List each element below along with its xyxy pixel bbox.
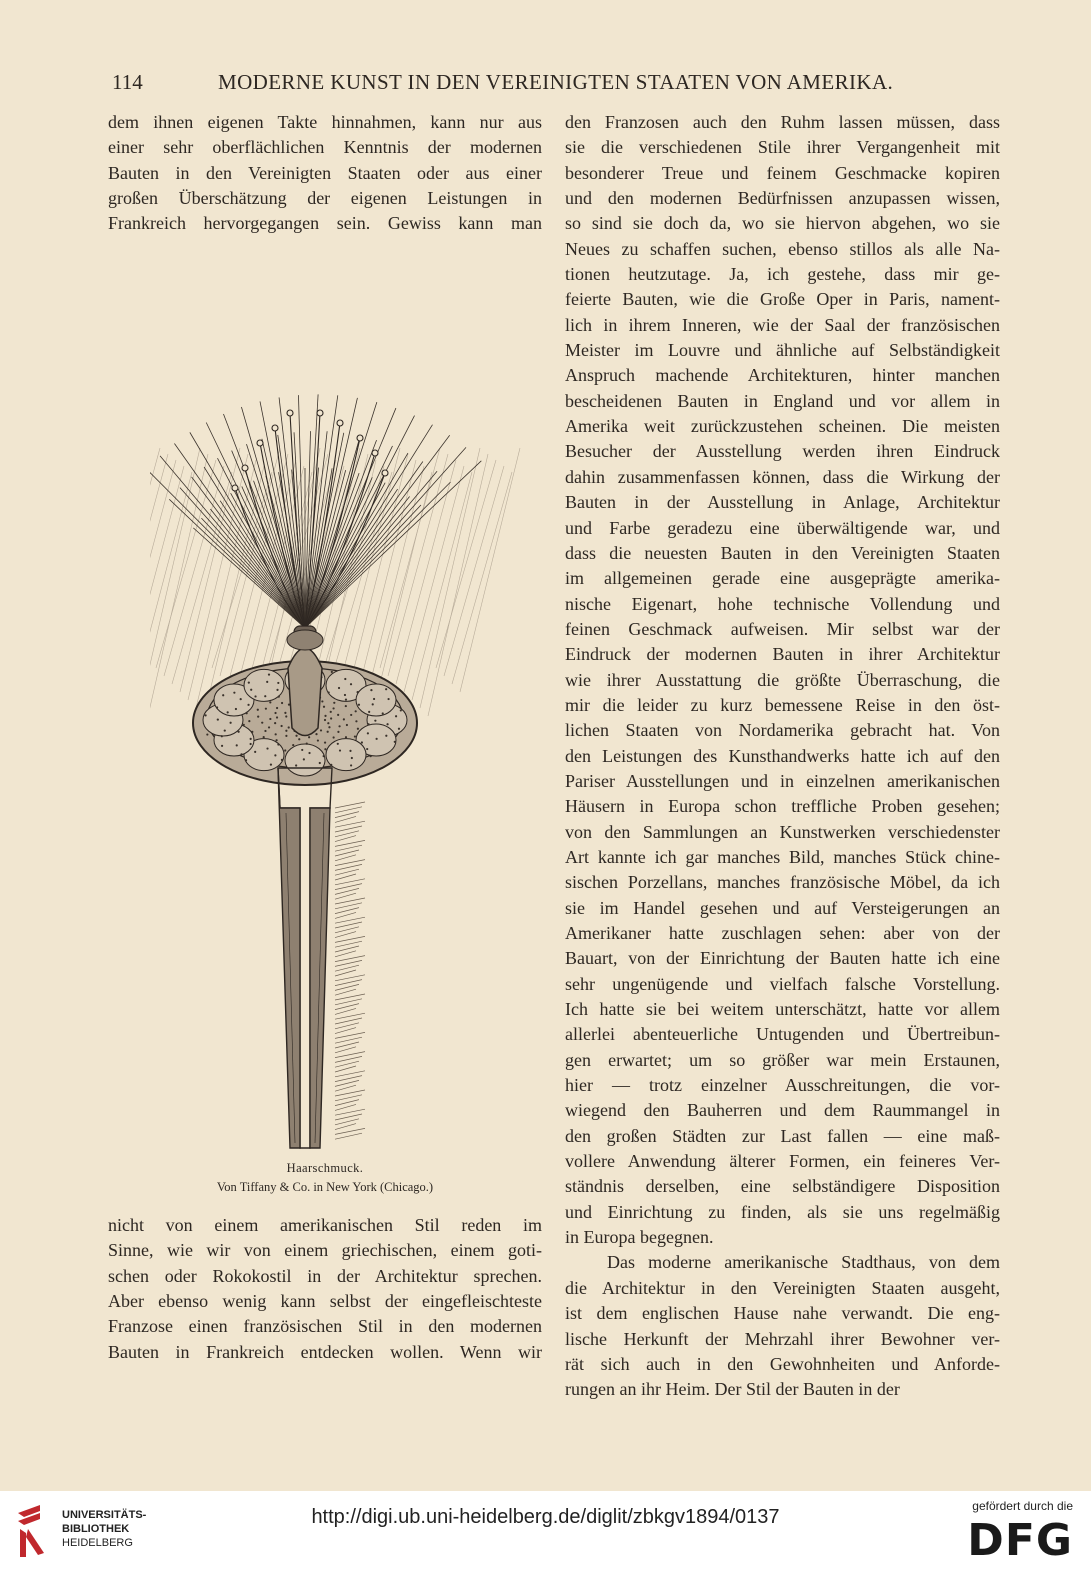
text-line: Pariser Ausstellungen und in einzelnen amerikanischen <box>565 770 1000 791</box>
text-line: Anspruch machende Architekturen, hinter manchen <box>565 365 1000 386</box>
library-name-line1: UNIVERSITÄTS- <box>62 1509 147 1521</box>
text-line: rät sich auch in den Gewohnheiten und Anforde- <box>565 1353 1000 1374</box>
text-line: Franzose einen französischen Stil in den modernen <box>108 1316 542 1337</box>
text-line: großen Überschätzung der eigenen Leistungen in <box>108 188 542 209</box>
text-line: wie ihrer Ausstattung die größte Überraschung, die <box>565 669 1000 690</box>
text-line: so sind sie doch da, wo sie hiervon abgehen, wo sie <box>565 213 1000 234</box>
text-line: in Europa begegnen. <box>565 1227 714 1248</box>
text-line: wiegend den Bauherren und dem Raummangel in <box>565 1100 1000 1121</box>
text-line: sie die verschiedenen Stile ihrer Vergangenheit mit <box>565 137 1000 158</box>
text-line: nische Eigenart, hohe technische Vollendung und <box>565 593 1000 614</box>
text-line: lische Herkunft der Mehrzahl ihrer Bewohner ver- <box>565 1328 1000 1349</box>
text-line: Art kannte ich gar manches Bild, manches Stück chine- <box>565 846 1000 867</box>
text-line: die Architektur in den Vereinigten Staaten ausgeht, <box>565 1277 1000 1298</box>
funded-by-label: gefördert durch die <box>972 1499 1073 1513</box>
text-line: Häusern in Europa schon treffliche Proben gesehen; <box>565 796 1000 817</box>
figure-caption-title: Haarschmuck. <box>286 1161 364 1175</box>
text-line: dem ihnen eigenen Takte hinnahmen, kann nur aus <box>108 112 542 132</box>
text-line: und den modernen Bedürfnissen anzupassen wissen, <box>565 188 1000 209</box>
text-line: tionen heutzutage. Ja, ich gestehe, dass mir ge- <box>565 264 1000 285</box>
dfg-logo: DFG <box>967 1515 1073 1566</box>
text-line: gen erwartet; um so größer war mein Erstaunen, <box>565 1049 1000 1070</box>
text-line: besonderer Treue und feinem Geschmacke kopiren <box>565 162 1000 183</box>
text-line: sischen Porzellans, manches französische Möbel, da ich <box>565 872 1000 893</box>
text-line: im allgemeinen gerade eine ausgeprägte amerika- <box>565 568 1000 589</box>
page-number: 114 <box>112 70 143 94</box>
text-line: sie im Handel gesehen und auf Versteigerungen an <box>565 897 1000 918</box>
right-column <box>565 110 1000 1403</box>
text-line: den Franzosen auch den Ruhm lassen müssen, dass <box>565 112 1000 132</box>
text-line: Eindruck der modernen Bauten in ihrer Architektur <box>565 644 1000 665</box>
text-line: Neues zu schaffen suchen, ebenso stillos als alle Na- <box>565 238 1000 259</box>
text-line: von den Sammlungen an Kunstwerken verschiedenster <box>565 821 1000 842</box>
text-line: sehr ungenügende und vielfach falsche Vorstellung. <box>565 973 1000 994</box>
text-line: den Leistungen des Kunsthandwerks hatte ich auf den <box>565 745 1000 766</box>
text-line: ständnis derselben, eine selbständigere Disposition <box>565 1176 1000 1197</box>
text-line: feinen Geschmack aufweisen. Mir selbst war der <box>565 618 1000 639</box>
text-line: Bauten in Frankreich entdecken wollen. Wenn wir <box>108 1341 542 1362</box>
text-line: hier — trotz einzelner Ausschreitungen, die vor- <box>565 1075 1000 1096</box>
text-line: Das moderne amerikanische Stadthaus, von dem <box>607 1252 1000 1273</box>
text-line: einer sehr oberflächlichen Kenntnis der modernen <box>108 137 542 158</box>
library-name-line2: BIBLIOTHEK <box>62 1523 130 1535</box>
text-line: dahin zusammenfassen können, dass die Wirkung der <box>565 466 1000 487</box>
figure-caption-credit: Von Tiffany & Co. in New York (Chicago.) <box>216 1180 434 1194</box>
text-line: feierte Bauten, wie die Große Oper in Paris, nament- <box>565 289 1000 310</box>
text-line: mir die leider zu kurz bemessene Reise in den öst- <box>565 694 1000 715</box>
running-title: MODERNE KUNST IN DEN VEREINIGTEN STAATEN VON AMERIKA. <box>218 70 894 94</box>
text-line: Frankreich hervorgegangen sein. Gewiss kann man <box>108 213 542 234</box>
left-column-bottom <box>108 1213 542 1365</box>
text-line: Meister im Louvre und ähnliche auf Selbständigkeit <box>565 340 1000 361</box>
text-line: Bauten in den Vereinigten Staaten oder aus einer <box>108 162 542 183</box>
text-line: rungen an ihr Heim. Der Stil der Bauten in der <box>565 1379 900 1400</box>
text-line: Bauten in der Ausstellung in Anlage, Architektur <box>565 492 1000 513</box>
text-line: Aber ebenso wenig kann selbst der eingefleischteste <box>108 1291 542 1312</box>
text-line: den großen Städten zur Last fallen — eine maß- <box>565 1125 1000 1146</box>
text-line: vollere Anwendung älterer Formen, ein feineres Ver- <box>565 1151 1000 1172</box>
text-line: Amerika weit zurückzustehen scheinen. Die meisten <box>565 416 1000 437</box>
hair-ornament-illustration <box>150 248 530 1160</box>
text-line: dass die neuesten Bauten in den Vereinigten Staaten <box>565 542 1000 563</box>
text-line: lich in ihrem Inneren, wie der Saal der französischen <box>565 314 1000 335</box>
text-line: und Farbe geradezu eine überwältigende war, und <box>565 517 1000 538</box>
digitization-footer <box>0 1491 1091 1571</box>
text-line: lichen Staaten von Nordamerika gebracht hat. Von <box>565 720 1000 741</box>
text-line: ist dem englischen Hause nahe verwandt. Die eng- <box>565 1303 1000 1324</box>
text-line: nicht von einem amerikanischen Stil reden im <box>108 1215 542 1235</box>
text-line: Besucher der Ausstellung werden ihren Eindruck <box>565 441 1000 462</box>
text-line: Amerikaner hatte zuschlagen sehen: aber von der <box>565 923 1000 943</box>
text-line: schen oder Rokokostil in der Architektur sprechen. <box>108 1265 542 1286</box>
text-line: bescheidenen Bauten in England und vor allem in <box>565 390 1000 411</box>
text-line: allerlei abenteuerliche Untugenden und Übertreibun- <box>565 1024 1000 1045</box>
permalink-url[interactable]: http://digi.ub.uni-heidelberg.de/diglit/zbkgv1894/0137 <box>311 1506 780 1528</box>
text-line: Bauart, von der Einrichtung der Bauten hatte ich eine <box>565 948 1000 969</box>
text-line: Sinne, wie wir von einem griechischen, einem goti- <box>108 1240 542 1261</box>
text-line: Ich hatte sie bei weitem unterschätzt, hatte vor allem <box>565 999 1000 1020</box>
library-name-line3: HEIDELBERG <box>62 1537 133 1549</box>
left-column-top <box>108 110 542 237</box>
text-line: und Einrichtung zu finden, als sie uns regelmäßig <box>565 1201 1000 1222</box>
